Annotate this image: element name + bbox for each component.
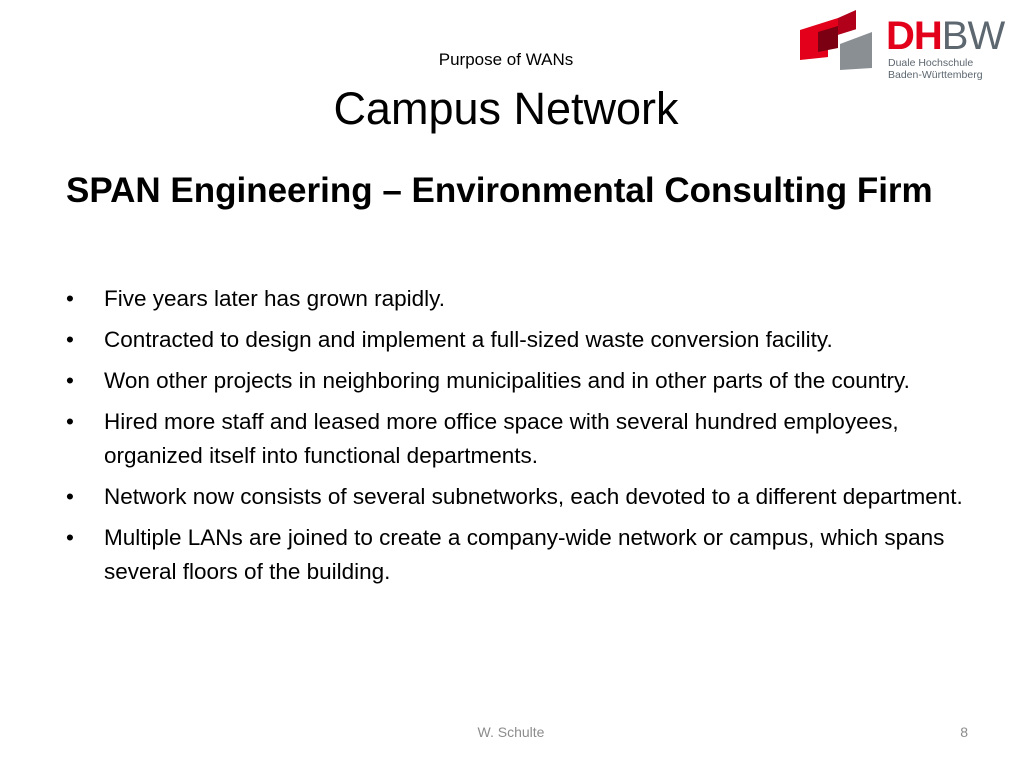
logo-subtitle-line2: Baden-Württemberg xyxy=(888,69,983,81)
bullet-text: Multiple LANs are joined to create a company-wide network or campus, which spans several floors of the building. xyxy=(104,525,945,584)
footer-author: W. Schulte xyxy=(477,724,545,740)
bullet-symbol: • xyxy=(66,327,74,352)
bullet-list xyxy=(66,282,966,596)
slide-subtitle: Purpose of WANs xyxy=(438,50,574,69)
logo-wordmark-dh: DH xyxy=(886,14,942,58)
bullet-symbol: • xyxy=(66,484,74,509)
bullet-symbol: • xyxy=(66,409,74,434)
bullet-item xyxy=(66,323,966,357)
bullet-symbol: • xyxy=(66,286,74,311)
logo-subtitle-line1: Duale Hochschule xyxy=(888,57,974,69)
section-heading: SPAN Engineering – Environmental Consulting Firm xyxy=(66,171,933,210)
bullet-text: Network now consists of several subnetworks, each devoted to a different department. xyxy=(104,484,963,509)
bullet-item xyxy=(66,521,966,589)
bullet-item xyxy=(66,480,966,514)
bullet-symbol: • xyxy=(66,368,74,393)
slide-title: Campus Network xyxy=(333,83,679,134)
page-number: 8 xyxy=(960,724,968,740)
bullet-text: Won other projects in neighboring municipalities and in other parts of the country. xyxy=(104,368,910,393)
bullet-text: Five years later has grown rapidly. xyxy=(104,286,445,311)
bullet-text: Hired more staff and leased more office space with several hundred employees, organized itself into functional departments. xyxy=(104,409,899,468)
bullet-item xyxy=(66,282,966,316)
dhbw-logo xyxy=(798,8,1020,84)
bullet-item xyxy=(66,364,966,398)
logo-wordmark-bw: BW xyxy=(941,14,1005,58)
bullet-item xyxy=(66,405,966,473)
bullet-symbol: • xyxy=(66,525,74,550)
bullet-text: Contracted to design and implement a full-sized waste conversion facility. xyxy=(104,327,833,352)
